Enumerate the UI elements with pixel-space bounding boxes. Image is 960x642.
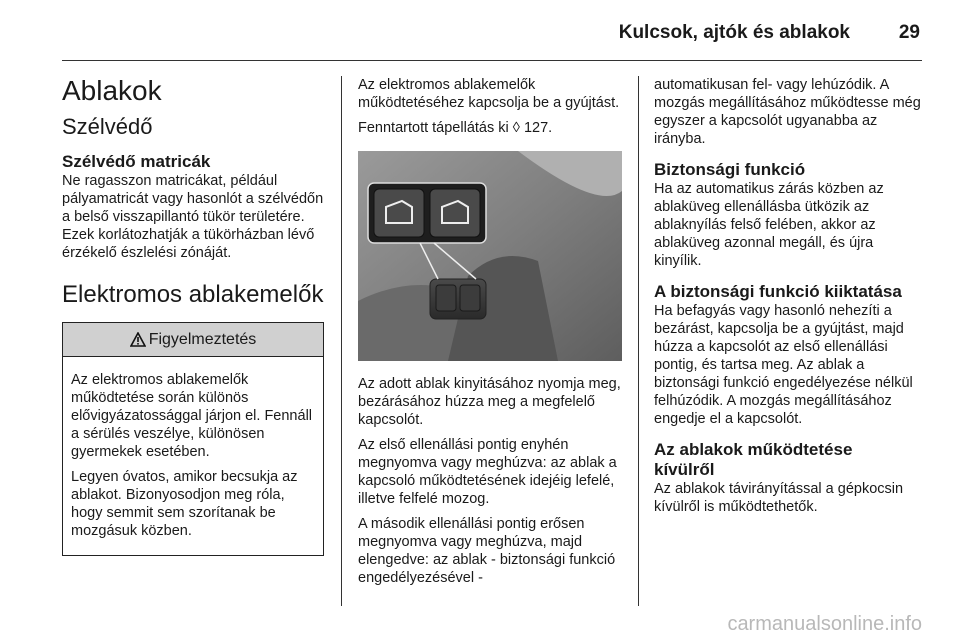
paragraph: Az elektromos ablakemelők működtetéséhez kapcsolja be a gyújtást. <box>358 77 620 111</box>
topic-title: Az ablakok működtetése kívülről <box>654 440 853 479</box>
paragraph: automatikusan fel- vagy lehúzódik. A mozgás megállításához működtesse még egyszer a kapcsolót ugyanabba az irányba. <box>654 77 921 147</box>
paragraph: Az ablakok távirányítással a gépkocsin kívülről is működtethetők. <box>654 481 904 515</box>
paragraph: Ha az automatikus zárás közben az ablaküveg ellenállásba ütközik az ablaknyílás felső felében, akkor az ablaküveg azonnal megáll, és újra kinyílik. <box>654 181 884 269</box>
page-header <box>0 0 960 62</box>
warning-title: Figyelmeztetés <box>148 330 257 348</box>
warning-triangle-icon <box>130 332 146 347</box>
column-divider <box>341 76 342 606</box>
column-3 <box>654 76 924 523</box>
section-title: Ablakok <box>62 75 162 106</box>
warning-body <box>63 357 323 555</box>
header-rule <box>62 60 922 61</box>
warning-paragraph: Legyen óvatos, amikor becsukja az ablakot. Bizonyosodjon meg róla, hogy semmit sem szorítanak be mozgásuk közben. <box>71 469 298 539</box>
paragraph: Az első ellenállási pontig enyhén megnyomva vagy meghúzva: az ablak a kapcsoló működtetésének idejéig lefelé, illetve felfelé mozog. <box>358 437 617 507</box>
column-1 <box>62 76 324 556</box>
watermark: carmanualsonline.info <box>727 613 922 635</box>
paragraph: Az adott ablak kinyitásához nyomja meg, bezárásához húzza meg a megfelelő kapcsolót. <box>358 376 621 428</box>
paragraph: A második ellenállási pontig erősen megnyomva vagy meghúzva, majd elengedve: az ablak - biztonsági funkció engedélyezésével - <box>358 516 616 586</box>
window-switch-photo <box>358 151 622 361</box>
topic-title: Biztonsági funkció <box>654 160 806 179</box>
topic-title: Szélvédő matricák <box>62 152 211 171</box>
column-divider <box>638 76 639 606</box>
paragraph-reference: Fenntartott tápellátás ki ◊ 127. <box>358 120 553 136</box>
paragraph: Ha befagyás vagy hasonló nehezíti a bezárást, kapcsolja be a gyújtást, majd húzza a kapcsolót az első ellenállási pontig, és tartsa meg. Az ablak a biztonsági funkció engedélyezése nélkül felhúzódik. A mozgás megállításához engedje el a kapcsolót. <box>654 303 913 427</box>
page-number: 29 <box>898 22 920 43</box>
warning-header <box>63 323 323 357</box>
header-title: Kulcsok, ajtók és ablakok <box>618 22 850 43</box>
subsection-title-power-windows: Elektromos ablakemelők <box>62 281 324 308</box>
subsection-title: Szélvédő <box>62 114 153 139</box>
warning-paragraph: Az elektromos ablakemelők működtetése során különös elővigyázatossággal járjon el. Fennáll a sérülés veszélye, különösen gyermekek esetében. <box>71 372 313 460</box>
warning-box <box>62 322 324 556</box>
paragraph: Ne ragasszon matricákat, például pályamatricát vagy hasonlót a szélvédőn a belső visszapillantó tükör területére. Ezek korlátozhatják a tükörházban lévő érzékelő észlelési zónáját. <box>62 173 324 261</box>
topic-title: A biztonsági funkció kiiktatása <box>654 282 902 301</box>
column-2 <box>358 76 622 594</box>
